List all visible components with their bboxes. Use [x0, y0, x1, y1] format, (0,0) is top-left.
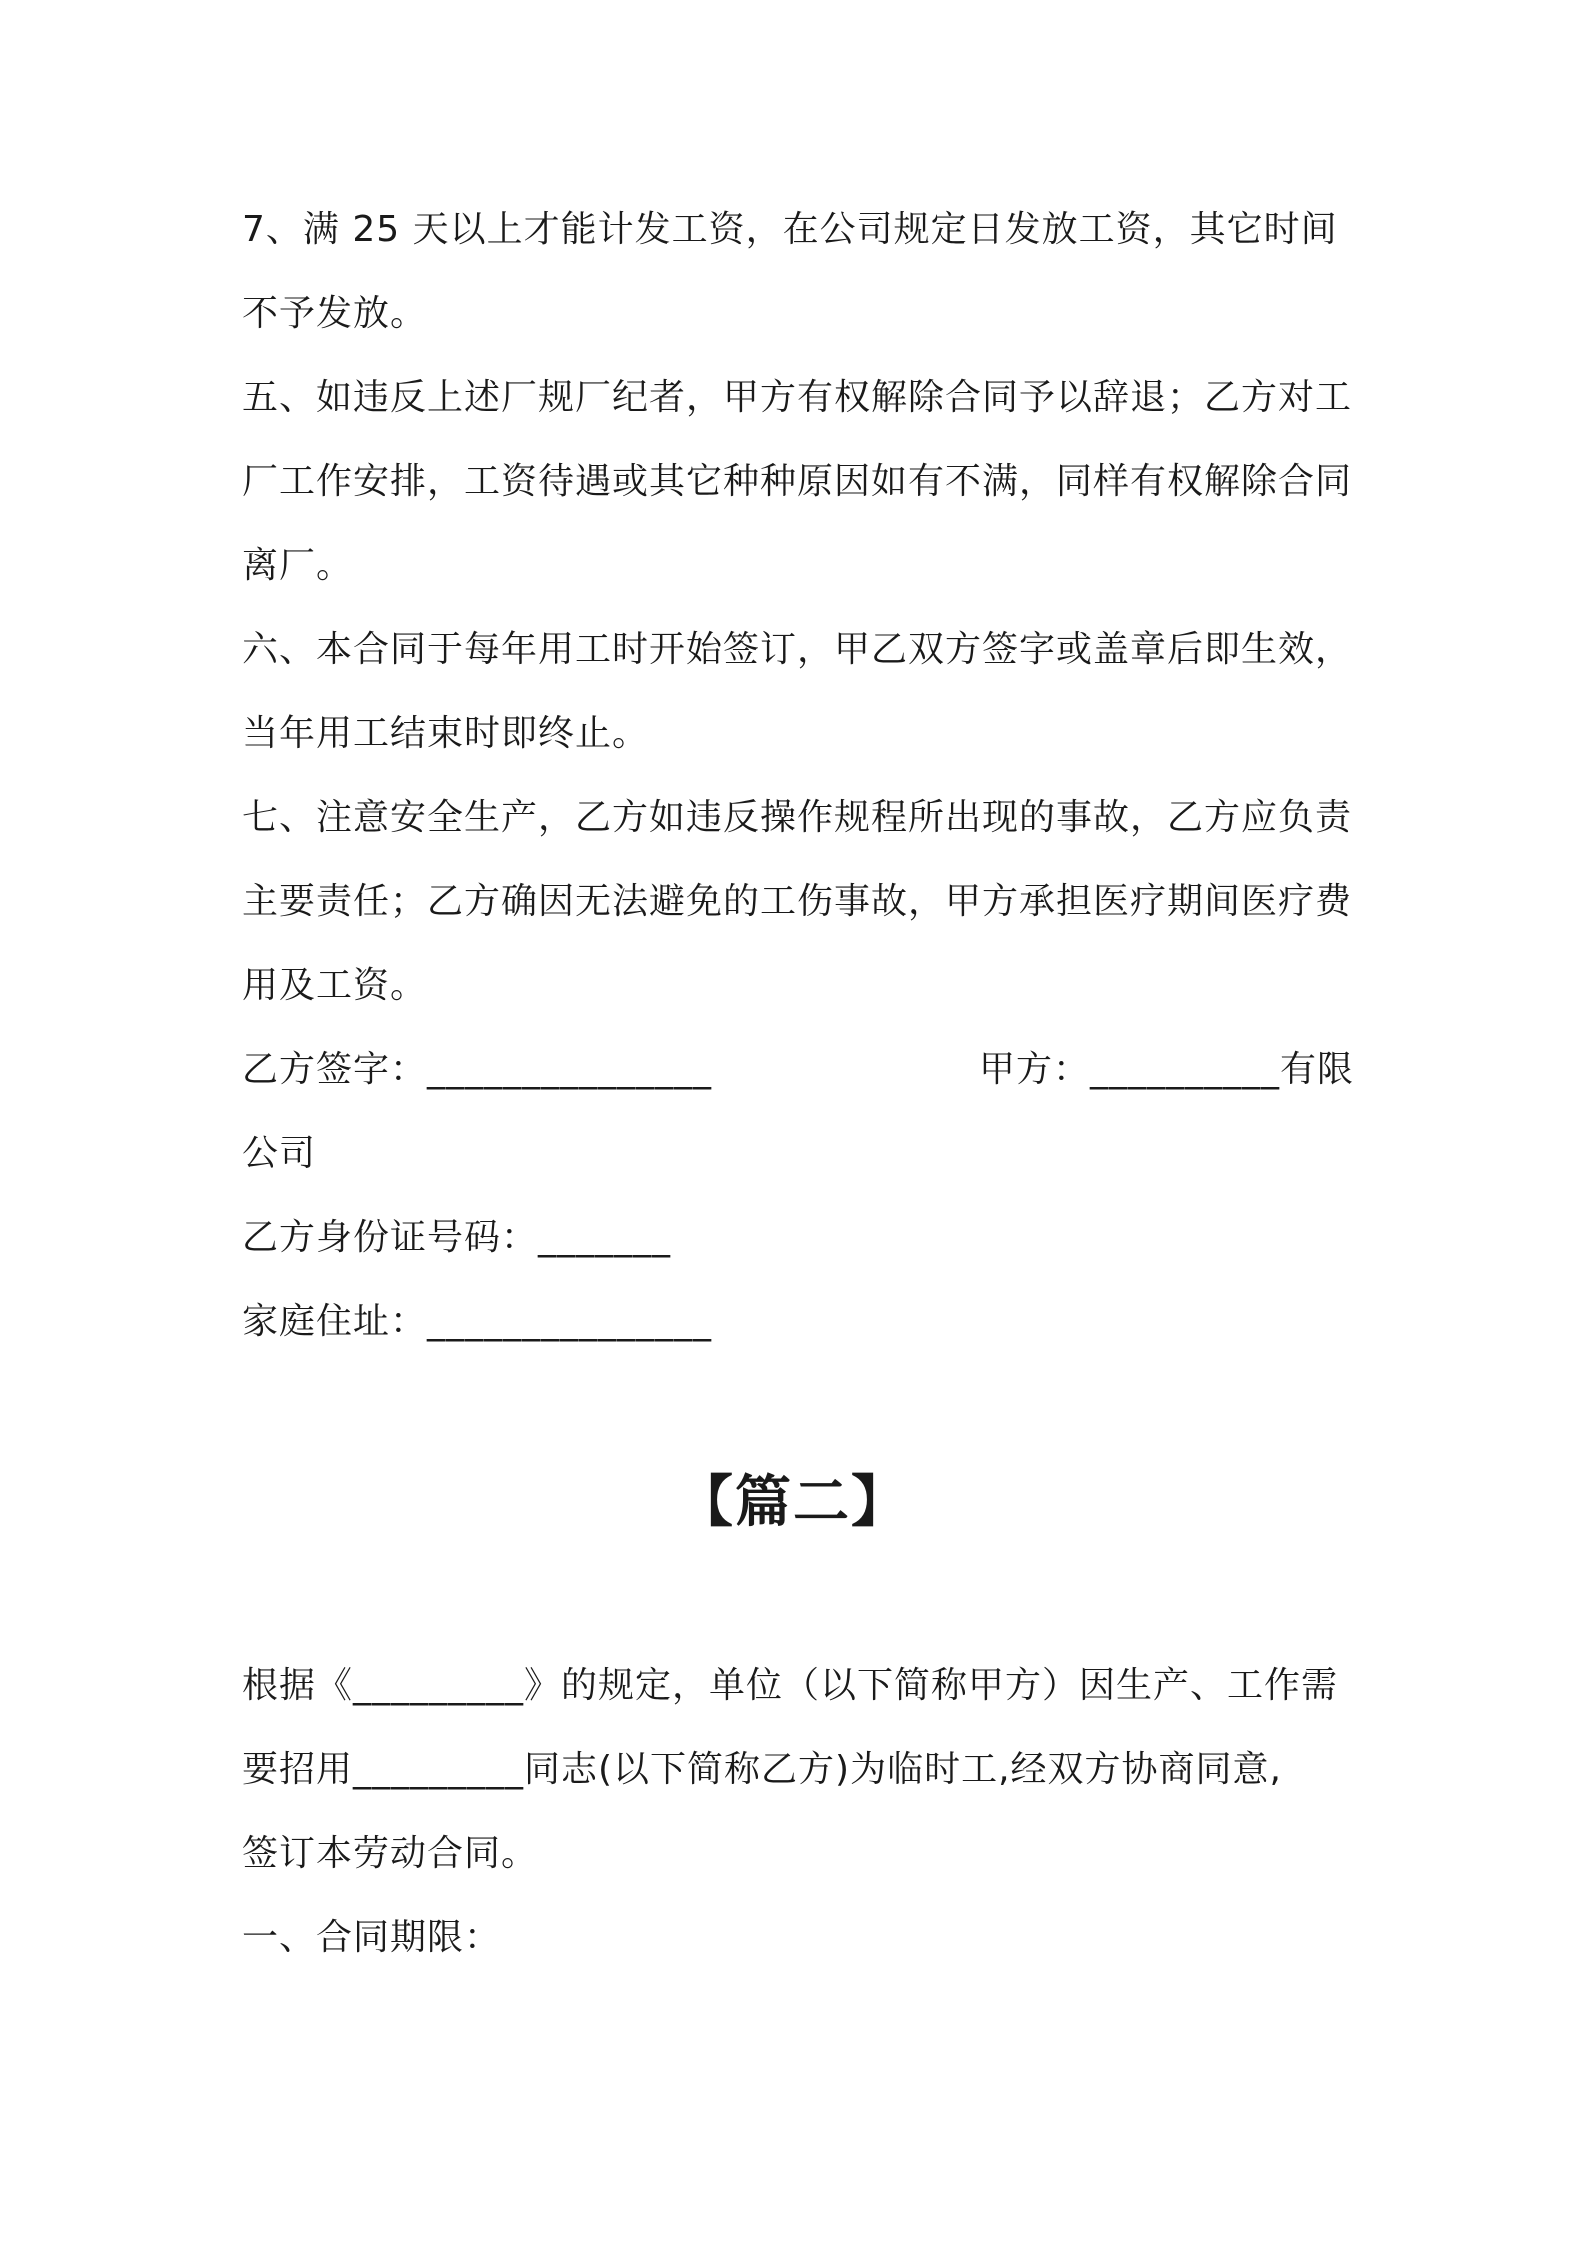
party-a-signature-line: 甲方：__________有限: [978, 1049, 1354, 1090]
id-number-line: 乙方身份证号码：_______: [242, 1217, 672, 1258]
paragraph-line: 厂工作安排，工资待遇或其它种种原因如有不满，同样有权解除合同: [242, 461, 1353, 502]
party-b-signature-line: 乙方签字：_______________: [242, 1049, 713, 1090]
clause-heading: 一、合同期限：: [242, 1917, 502, 1958]
paragraph-line: 根据《_________》的规定，单位（以下简称甲方）因生产、工作需: [242, 1665, 1339, 1706]
paragraph-line: 7、满 25 天以上才能计发工资，在公司规定日发放工资，其它时间: [242, 209, 1338, 250]
paragraph-line: 当年用工结束时即终止。: [242, 713, 650, 754]
paragraph-line: 用及工资。: [242, 965, 428, 1006]
home-address-line: 家庭住址：_______________: [242, 1301, 713, 1342]
party-a-company-continuation: 公司: [242, 1133, 317, 1174]
section-title: 【篇二】: [677, 1470, 909, 1535]
paragraph-line: 六、本合同于每年用工时开始签订，甲乙双方签字或盖章后即生效，: [242, 629, 1353, 670]
paragraph-line: 离厂。: [242, 545, 354, 586]
paragraph-line: 要招用_________同志(以下简称乙方)为临时工,经双方协商同意,: [242, 1749, 1282, 1790]
paragraph-line: 五、如违反上述厂规厂纪者，甲方有权解除合同予以辞退；乙方对工: [242, 377, 1353, 418]
paragraph-line: 主要责任；乙方确因无法避免的工伤事故，甲方承担医疗期间医疗费: [242, 881, 1353, 922]
paragraph-line: 不予发放。: [242, 293, 428, 334]
paragraph-line: 签订本劳动合同。: [242, 1833, 539, 1874]
paragraph-line: 七、注意安全生产，乙方如违反操作规程所出现的事故，乙方应负责: [242, 797, 1353, 838]
